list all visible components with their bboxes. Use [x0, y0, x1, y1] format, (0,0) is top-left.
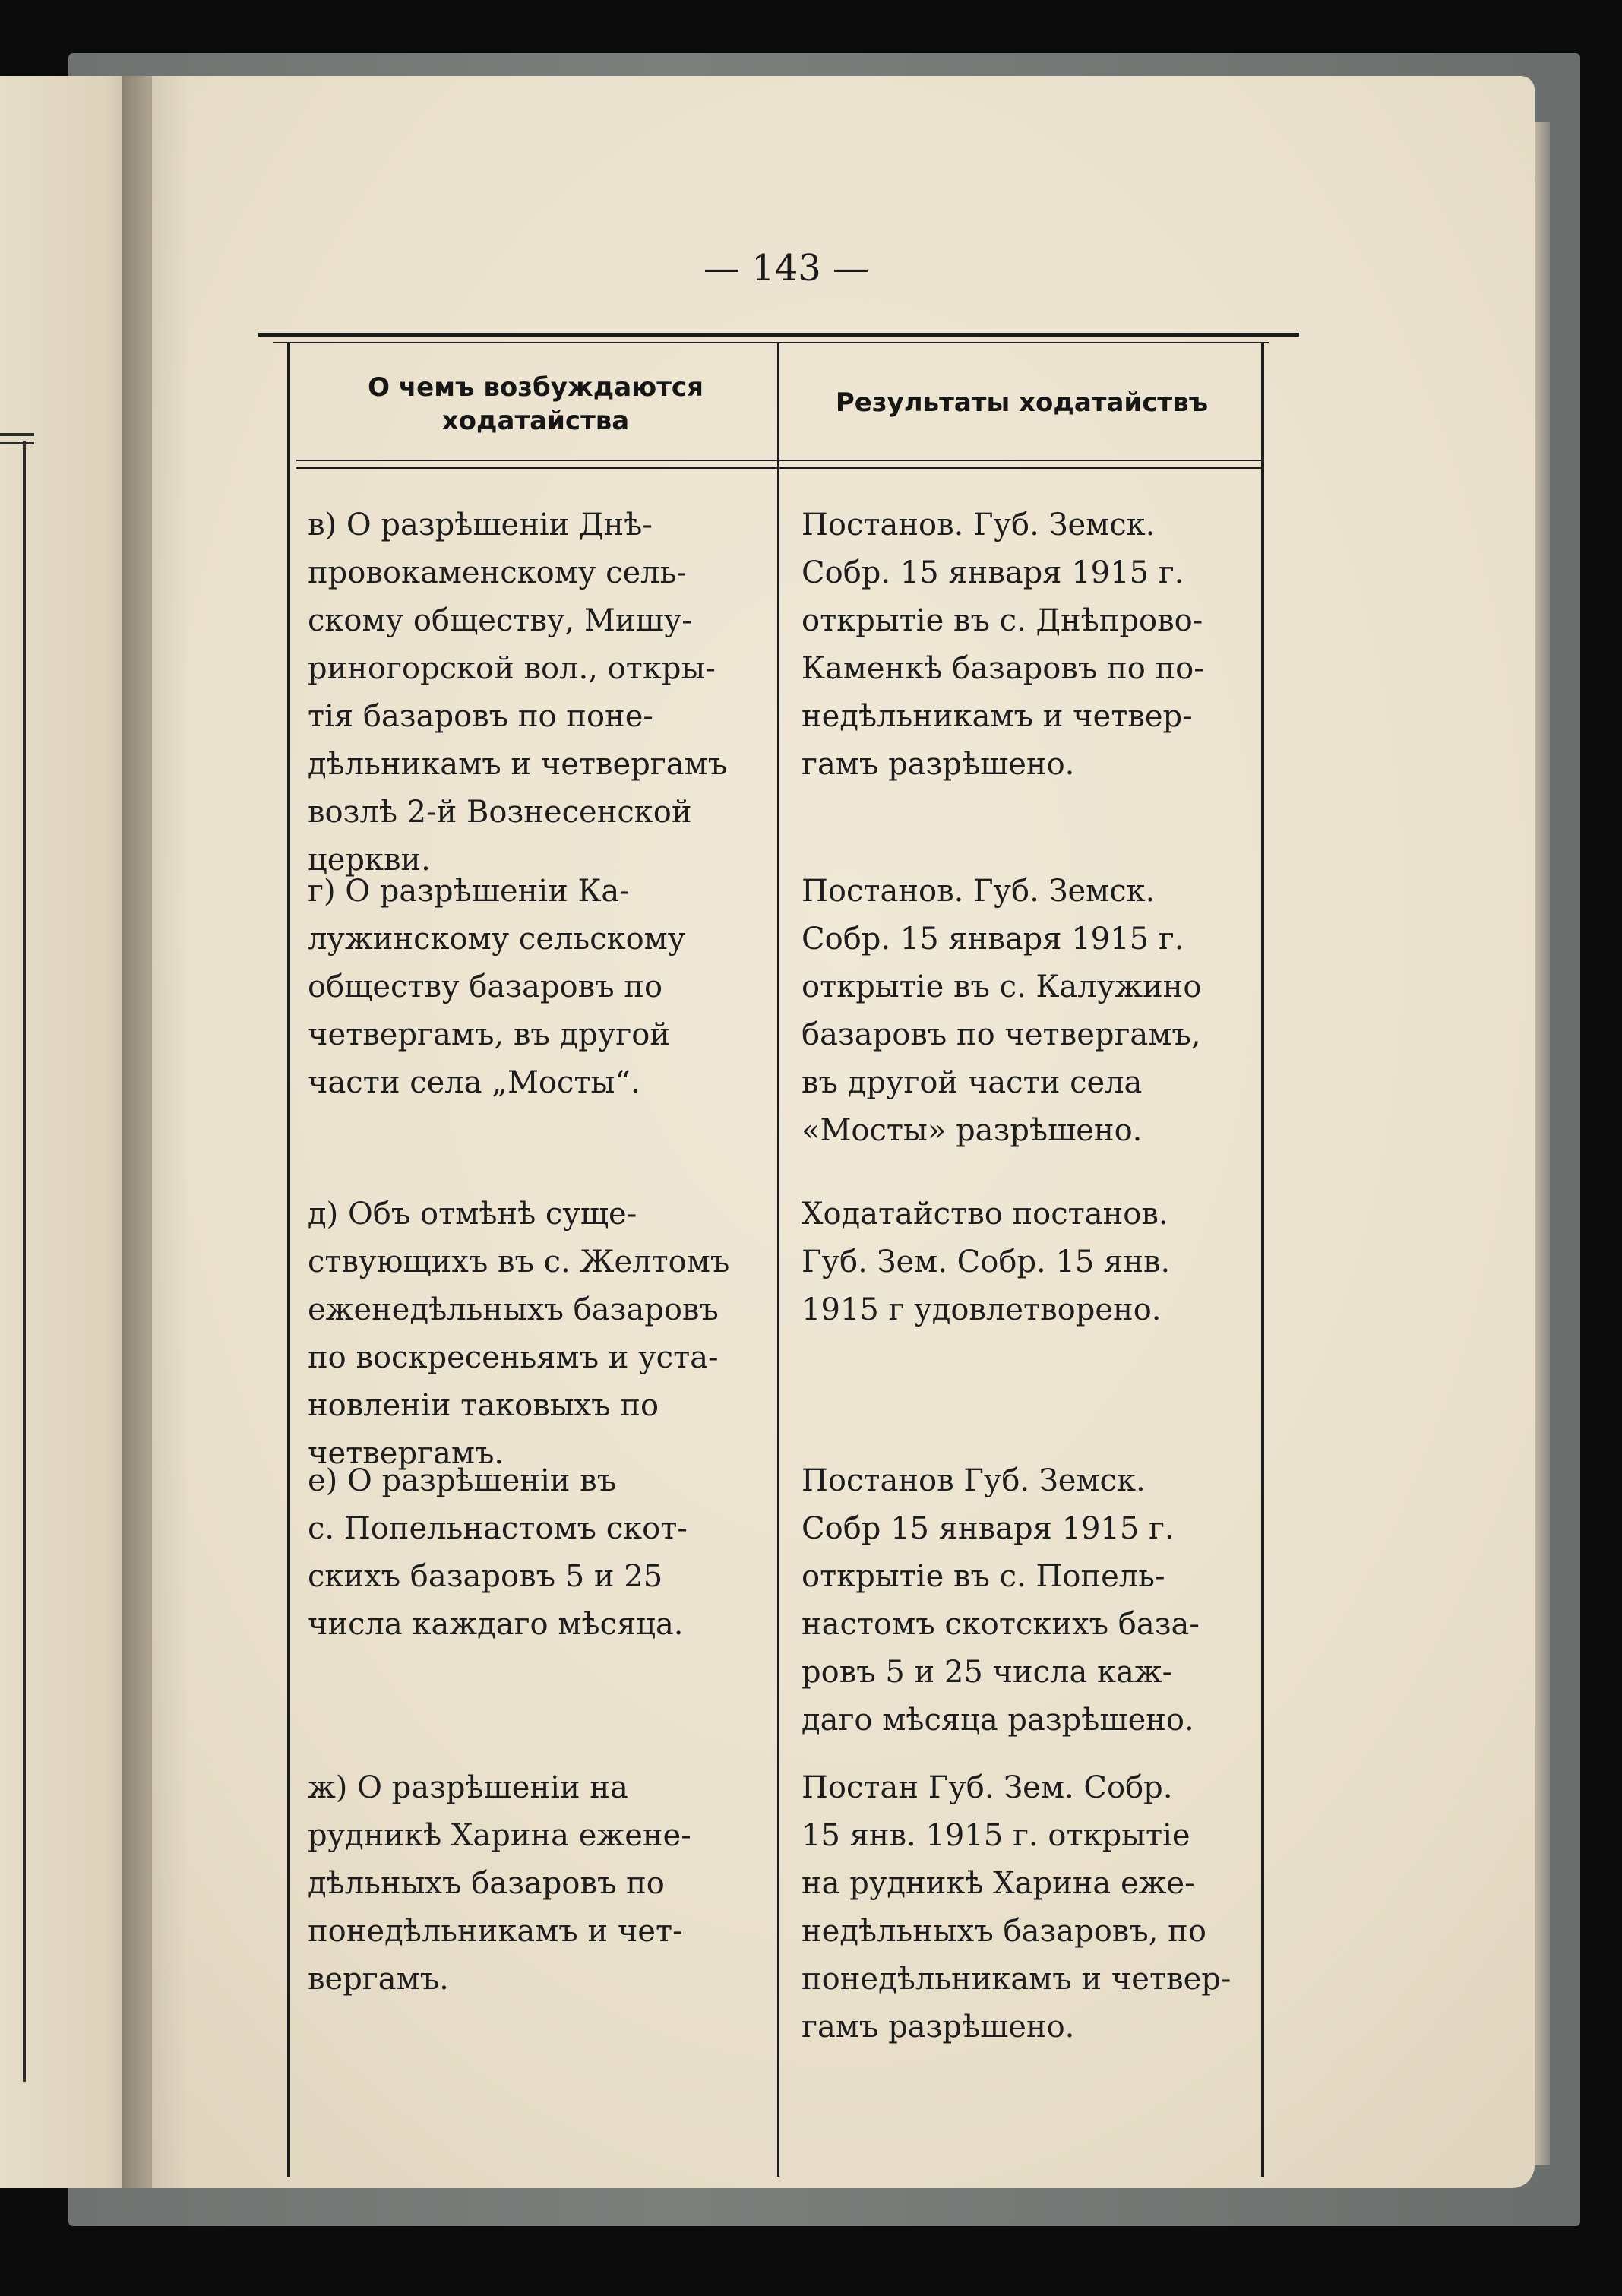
table-top-rule [273, 342, 1269, 343]
header-results: Результаты ходатайствъ [835, 387, 1209, 418]
row-5-result: Постан Губ. Зем. Собр. 15 янв. 1915 г. открытiе на рудникѣ Харина еже- недѣльныхъ базаровъ, по понедѣльникамъ и четвер- гамъ разрѣшено. [802, 1770, 1232, 2045]
facing-page-rule [0, 442, 34, 444]
facing-page-rule [23, 441, 26, 2082]
column-divider [777, 342, 779, 2177]
table-left-border [287, 342, 290, 2177]
table-top-rule [258, 333, 1299, 337]
row-5-subject: ж) О разрѣшенiи на рудникѣ Харина ежене- дѣльныхъ базаровъ по понедѣльникамъ и чет- вергамъ. [308, 1770, 691, 1997]
table-right-border [1261, 342, 1264, 2177]
row-3-result: Ходатайство постанов. Губ. Зем. Собр. 15 янв. 1915 г удовлетворено. [802, 1197, 1171, 1327]
row-4-result: Постанов Губ. Земск. Собр 15 января 1915 г. открытiе въ с. Попель- настомъ скотскихъ база- ровъ 5 и 25 числа каж- даго мѣсяца разрѣшено. [802, 1463, 1200, 1738]
book-gutter [122, 76, 190, 2188]
row-2-subject: г) О разрѣшенiи Ка- лужинскому сельскому обществу базаровъ по четвергамъ, въ другой части села „Мосты“. [308, 874, 686, 1100]
page [0, 76, 1535, 2188]
row-1-subject: в) О разрѣшенiи Днѣ- провокаменскому сель- скому обществу, Мишу- риногорской вол., откры- тiя базаровъ по поне- дѣльникамъ и четвергамъ возлѣ 2-й Вознесенской церкви. [308, 508, 728, 878]
header-subject: О чемъ возбуждаются ходатайства [368, 372, 703, 436]
row-1-result: Постанов. Губ. Земск. Собр. 15 января 1915 г. открытiе въ с. Днѣпрово- Каменкѣ базаровъ по по- недѣльникамъ и четвер- гамъ разрѣшено. [802, 508, 1204, 782]
facing-page-rule [0, 433, 34, 436]
row-4-subject: е) О разрѣшенiи въ с. Попельнастомъ скот- скихъ базаровъ 5 и 25 числа каждаго мѣсяца. [308, 1463, 688, 1642]
page-number: — 143 — [703, 247, 870, 289]
row-2-result: Постанов. Губ. Земск. Собр. 15 января 1915 г. открытiе въ с. Калужино базаровъ по четвергамъ, въ другой части села «Мосты» разрѣшено. [802, 874, 1202, 1148]
row-3-subject: д) Объ отмѣнѣ суще- ствующихъ въ с. Желтомъ еженедѣльныхъ базаровъ по воскресеньямъ и уста- новленiи таковыхъ по четвергамъ. [308, 1197, 730, 1471]
